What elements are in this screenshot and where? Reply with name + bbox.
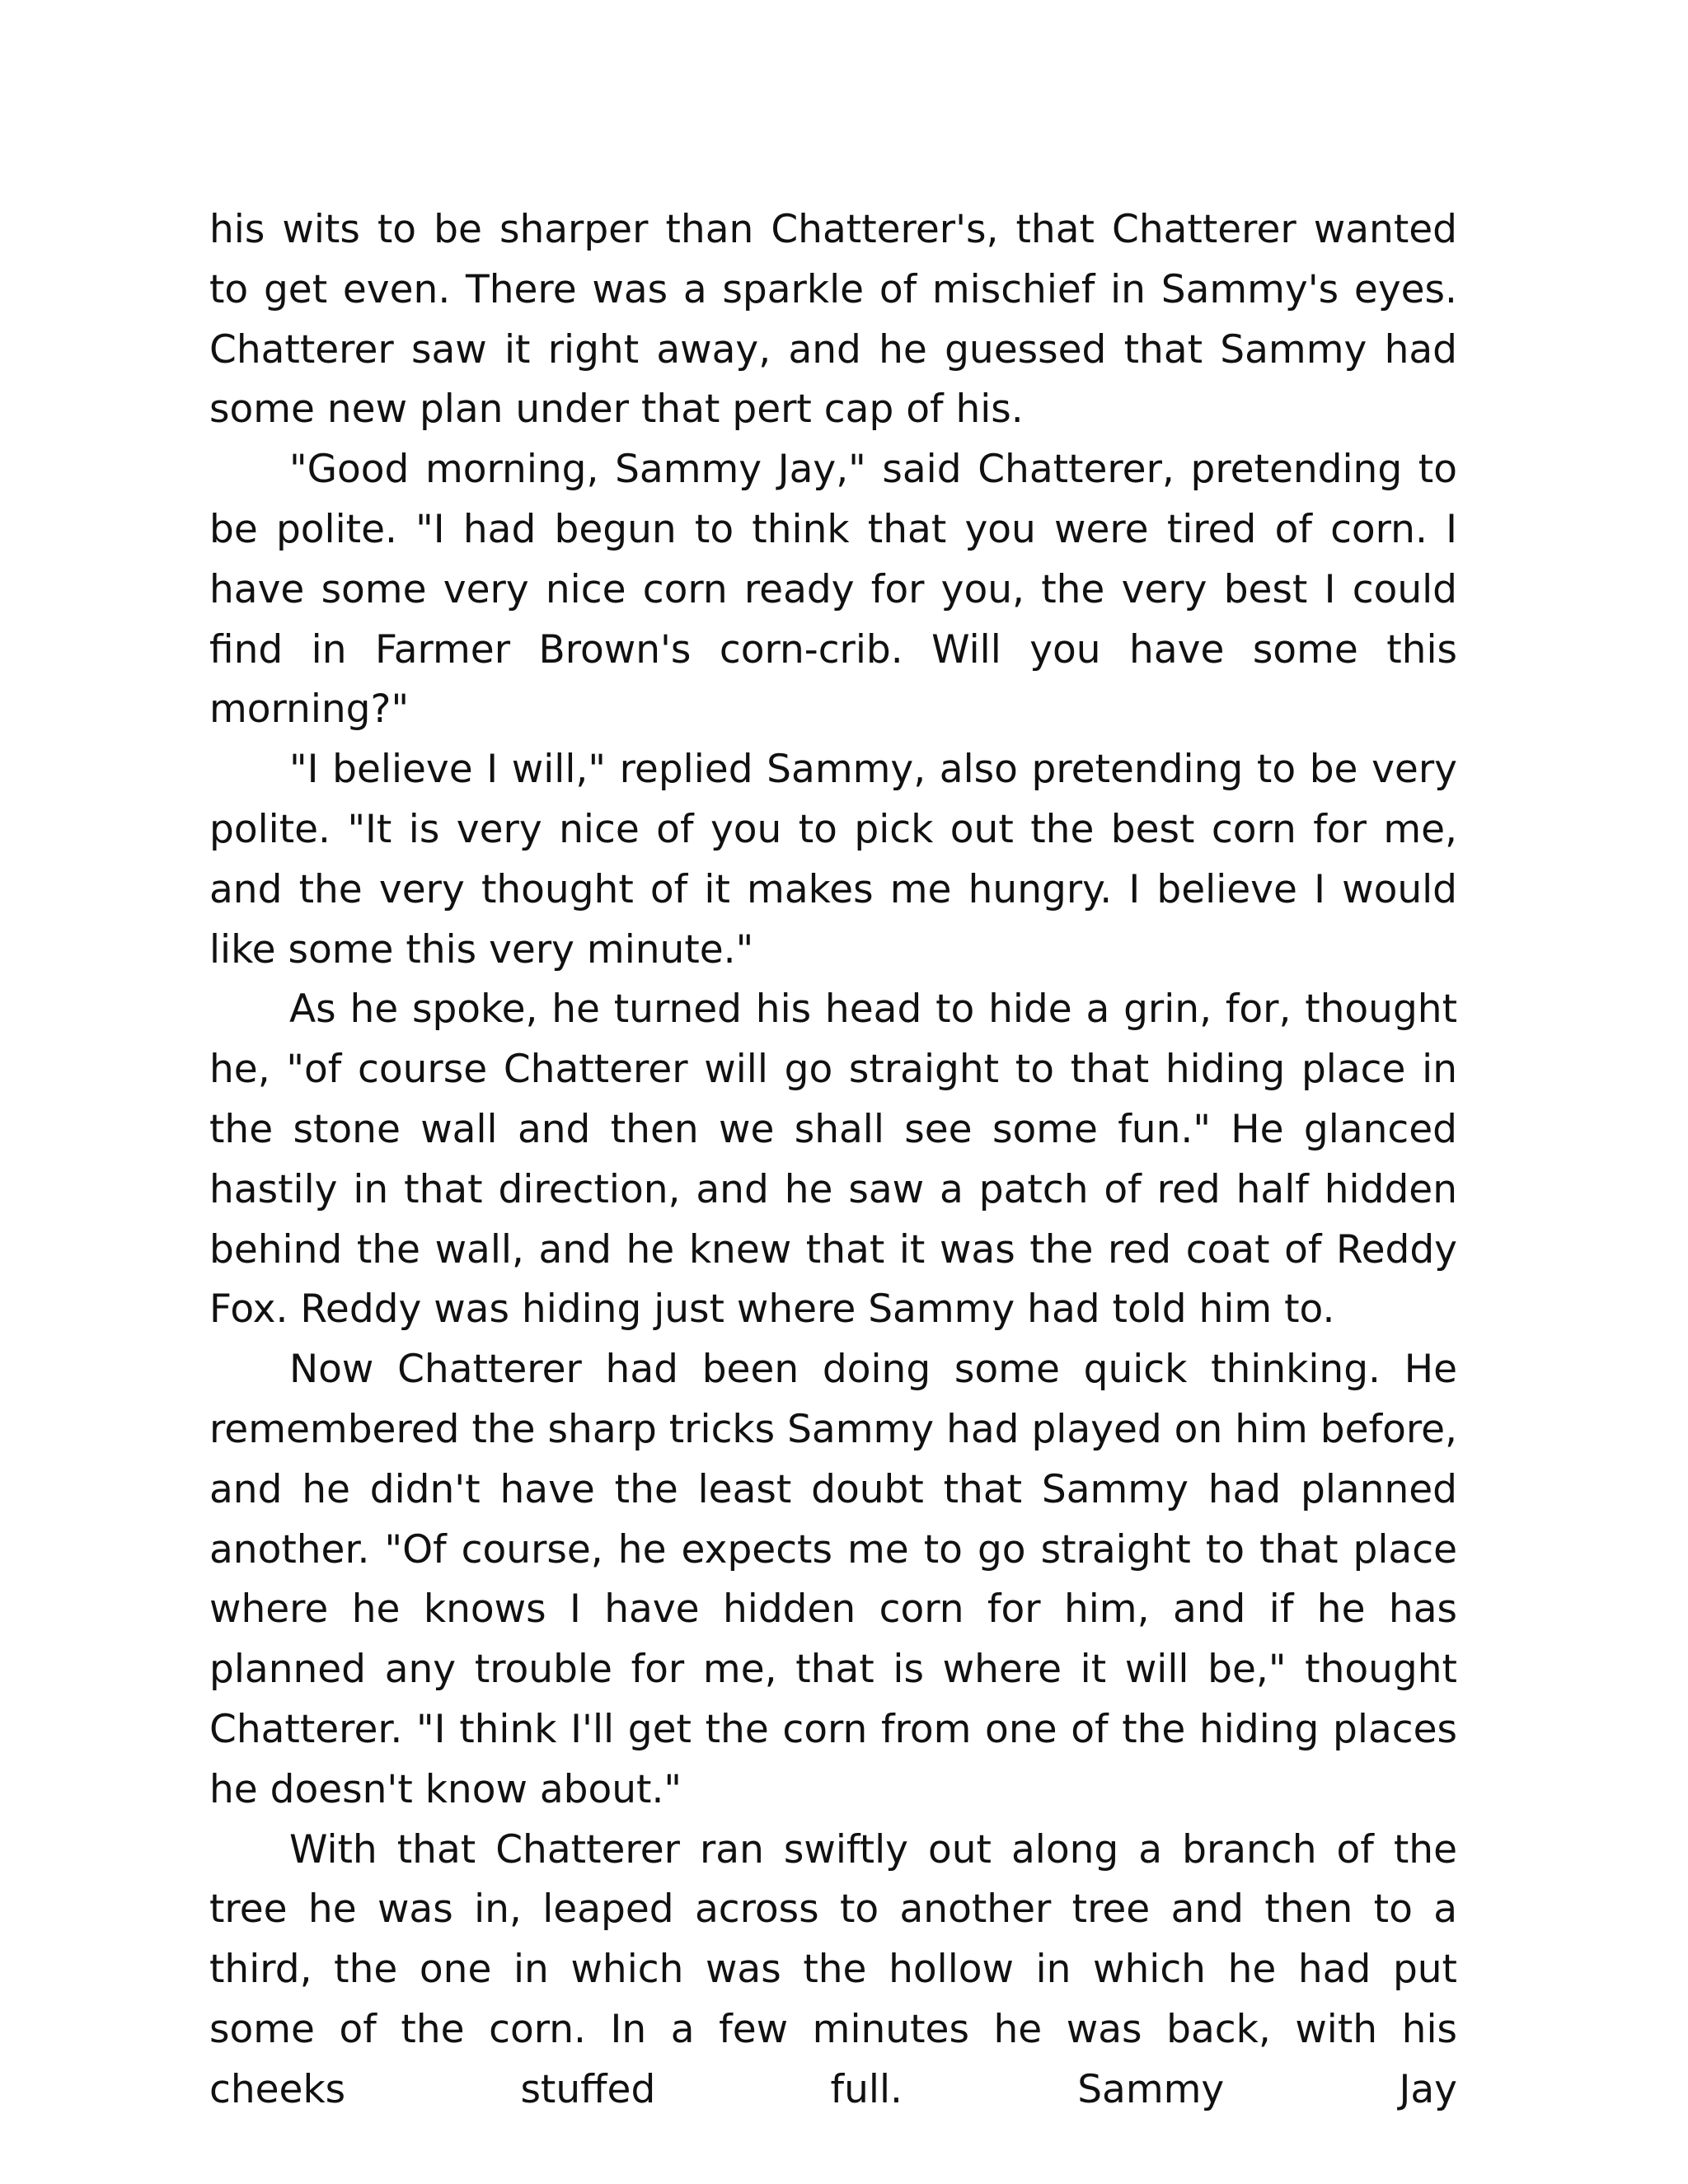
book-page [209, 200, 1457, 2121]
paragraph-6: With that Chatterer ran swiftly out along a branch of the tree he was in, leaped across to another tree and then to a third, the one in which was the hollow in which he had put some of the corn. In a few minutes he was back, with his cheeks stuffed full. Sammy Jay [209, 1826, 1457, 2112]
paragraph-4: As he spoke, he turned his head to hide a grin, for, thought he, "of course Chatterer will go straight to that hiding place in the stone wall and then we shall see some fun." He glanced hastily in that direction, and he saw a patch of red half hidden behind the wall, and he knew that it was the red coat of Reddy Fox. Reddy was hiding just where Sammy had told him to. [209, 987, 1457, 1333]
paragraph-5: Now Chatterer had been doing some quick thinking. He remembered the sharp tricks Sammy had played on him before, and he didn't have the least doubt that Sammy had planned another. "Of course, he expects me to go straight to that place where he knows I have hidden corn for him, and if he has planned any trouble for me, that is where it will be," thought Chatterer. "I think I'll get the corn from one of the hiding places he doesn't know about." [209, 1347, 1457, 1812]
paragraph-3: "I believe I will," replied Sammy, also pretending to be very polite. "It is very nice of you to pick out the best corn for me, and the very thought of it makes me hungry. I believe I would like some this very minute." [209, 747, 1457, 972]
paragraph-1: his wits to be sharper than Chatterer's, that Chatterer wanted to get even. There was a sparkle of mischief in Sammy's eyes. Chatterer saw it right away, and he guessed that Sammy had some new plan under that pert cap of his. [209, 207, 1457, 433]
paragraph-2: "Good morning, Sammy Jay," said Chatterer, pretending to be polite. "I had begun to think that you were tired of corn. I have some very nice corn ready for you, the very best I could find in Farmer Brown's corn-crib. Will you have some this morning?" [209, 447, 1457, 733]
